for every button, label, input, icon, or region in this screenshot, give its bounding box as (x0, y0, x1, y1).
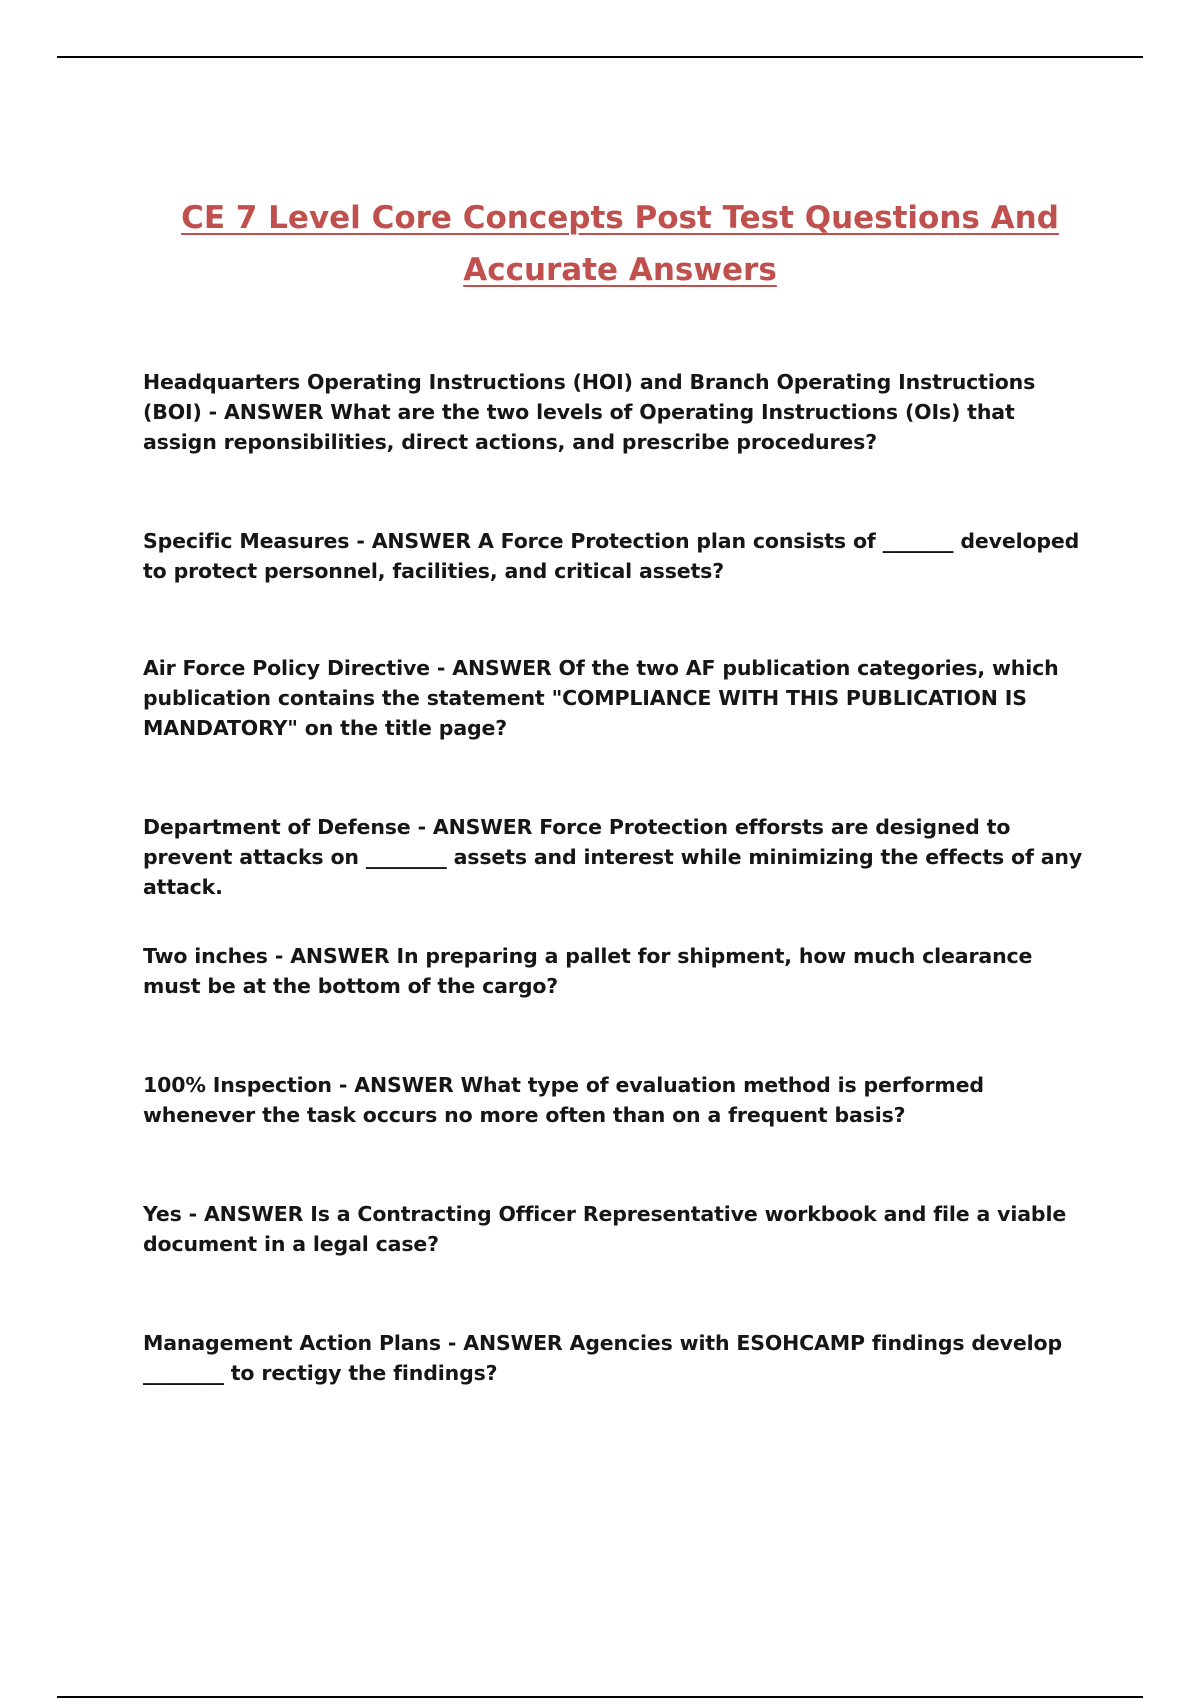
qa-item (143, 812, 1083, 902)
qa-question: ANSWER What are the two levels of Operating Instructions (OIs) that assign reponsibilities, direct actions, and prescribe procedures? (143, 400, 1015, 454)
qa-answer: Two inches (143, 944, 268, 968)
qa-question: ANSWER In preparing a pallet for shipment, how much clearance must be at the bottom of the cargo? (143, 944, 1033, 998)
header-rule (57, 56, 1143, 58)
qa-answer: Headquarters Operating Instructions (HOI) and Branch Operating Instructions (BOI) (143, 370, 1036, 424)
qa-separator: - (410, 815, 433, 839)
qa-question: ANSWER A Force Protection plan consists of _______ developed to protect personnel, facilities, and critical assets? (143, 529, 1080, 583)
qa-separator: - (429, 656, 453, 680)
qa-question: ANSWER Force Protection efforsts are designed to prevent attacks on ________ assets and interest while minimizing the effects of any attack. (143, 815, 1083, 899)
qa-question: ANSWER What type of evaluation method is performed whenever the task occurs no more often than on a frequent basis? (143, 1073, 984, 1127)
footer-rule (57, 1696, 1143, 1698)
qa-separator: - (201, 400, 225, 424)
qa-item (143, 653, 1083, 743)
qa-question: ANSWER Of the two AF publication categories, which publication contains the statement "COMPLIANCE WITH THIS PUBLICATION IS MANDATORY" on the title page? (143, 656, 1059, 740)
document-title: CE 7 Level Core Concepts Post Test Questions And Accurate Answers (181, 200, 1059, 288)
qa-item (143, 941, 1083, 1001)
qa-answer: 100% Inspection (143, 1073, 332, 1097)
qa-separator: - (440, 1331, 464, 1355)
qa-question: ANSWER Agencies with ESOHCAMP findings develop ________ to rectigy the findings? (143, 1331, 1062, 1385)
qa-item (143, 367, 1083, 457)
qa-answer: Air Force Policy Directive (143, 656, 430, 680)
qa-answer: Management Action Plans (143, 1331, 441, 1355)
qa-answer: Department of Defense (143, 815, 411, 839)
qa-separator: - (181, 1202, 204, 1226)
qa-item (143, 526, 1083, 586)
qa-question: ANSWER Is a Contracting Officer Representative workbook and file a viable document in a legal case? (143, 1202, 1067, 1256)
qa-separator: - (267, 944, 291, 968)
qa-item (143, 1070, 1083, 1130)
qa-item (143, 1328, 1083, 1388)
qa-separator: - (349, 529, 372, 553)
qa-answer: Specific Measures (143, 529, 350, 553)
qa-separator: - (331, 1073, 355, 1097)
qa-item (143, 1199, 1083, 1259)
qa-answer: Yes (143, 1202, 182, 1226)
